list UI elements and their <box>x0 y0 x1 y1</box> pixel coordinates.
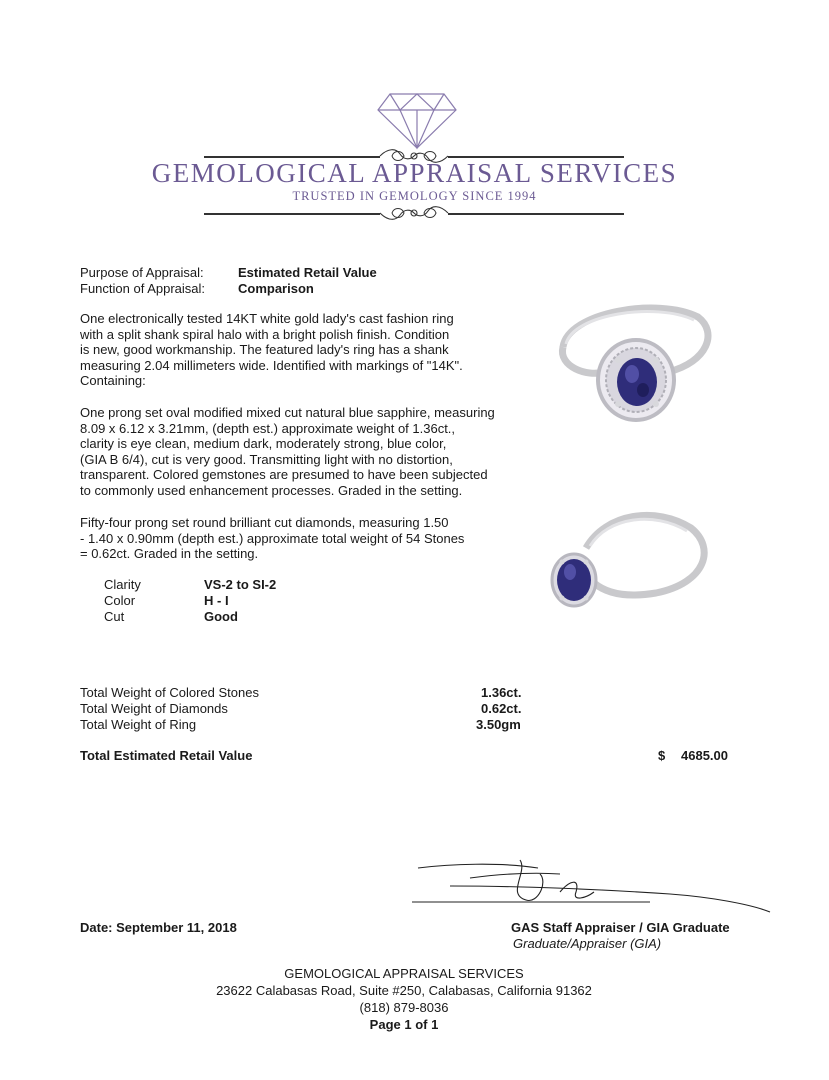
logo-bottom-rule <box>204 213 380 215</box>
sapphire-description: One prong set oval modified mixed cut natural blue sapphire, measuring 8.09 x 6.12 x 3.21mm, (depth est.) approximate weight of 1.36ct., clarity is eye clean, medium dark, moderately strong, blue color, (GIA B 6/4), cut is very good. Transmitting light with no distortion, transparent. Colored gemstones are presumed to have been subjected to commonly used enhancement processes. Graded in the setting. <box>80 405 495 498</box>
ring-photo-side <box>546 508 716 633</box>
footer-company: GEMOLOGICAL APPRAISAL SERVICES <box>284 966 524 981</box>
total-diamonds-label: Total Weight of Diamonds <box>80 701 228 716</box>
appraiser-title: GAS Staff Appraiser / GIA Graduate <box>511 920 730 935</box>
total-colored-value: 1.36ct. <box>481 685 522 700</box>
diamond-logo-icon <box>376 92 458 150</box>
function-value: Comparison <box>238 281 314 296</box>
retail-value: 4685.00 <box>681 748 728 763</box>
page-number: Page 1 of 1 <box>369 1017 439 1032</box>
function-label: Function of Appraisal: <box>80 281 206 296</box>
diamonds-description: Fifty-four prong set round brilliant cut diamonds, measuring 1.50 - 1.40 x 0.90mm (depth est.) approximate total weight of 54 Stones = 0.62ct. Graded in the setting. <box>80 515 465 562</box>
grade-clarity-label: Clarity <box>104 577 141 592</box>
grade-cut-value: Good <box>204 609 238 624</box>
ring-description: One electronically tested 14KT white gold lady's cast fashion ring with a split shank spiral halo with a bright polish finish. Condition is new, good workmanship. The featured lady's ring has a shank measuring 2.04 millimeters wide. Identified with markings of "14K". Containing: <box>80 311 463 389</box>
appraisal-date: Date: September 11, 2018 <box>80 920 237 935</box>
footer-address: 23622 Calabasas Road, Suite #250, Calabasas, California 91362 <box>216 983 592 998</box>
total-ring-value: 3.50gm <box>476 717 521 732</box>
ring-photo-top <box>548 292 718 442</box>
company-name-logo: GEMOLOGICAL APPRAISAL SERVICES <box>151 158 678 188</box>
ornament-bottom-icon <box>378 203 450 223</box>
grade-clarity-value: VS-2 to SI-2 <box>204 577 277 592</box>
appraiser-subtitle: Graduate/Appraiser (GIA) <box>513 936 662 951</box>
grade-color-value: H - I <box>204 593 229 608</box>
footer-phone: (818) 879-8036 <box>359 1000 449 1015</box>
total-colored-label: Total Weight of Colored Stones <box>80 685 259 700</box>
logo-bottom-rule-right <box>448 213 624 215</box>
appraiser-signature <box>410 852 780 922</box>
purpose-value: Estimated Retail Value <box>238 265 377 280</box>
retail-label: Total Estimated Retail Value <box>80 748 253 763</box>
company-tagline: TRUSTED IN GEMOLOGY SINCE 1994 <box>292 189 537 203</box>
grade-color-label: Color <box>104 593 136 608</box>
purpose-label: Purpose of Appraisal: <box>80 265 204 280</box>
total-diamonds-value: 0.62ct. <box>481 701 522 716</box>
retail-currency: $ <box>658 748 666 763</box>
grade-cut-label: Cut <box>104 609 125 624</box>
total-ring-label: Total Weight of Ring <box>80 717 197 732</box>
